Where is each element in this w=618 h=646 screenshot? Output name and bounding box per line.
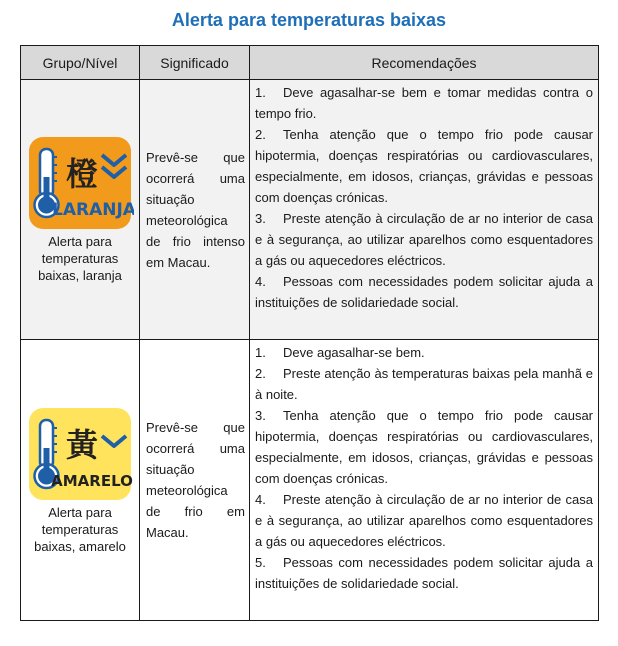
table-row-amarelo [21, 340, 599, 621]
item-number: 4. [255, 492, 266, 507]
item-text: Preste atenção à circulação de ar no interior de casa e à segurança, ao utilizar aparelhos como esquentadores a gás ou aquecedores eléctricos. [255, 211, 593, 268]
item-text: Tenha atenção que o tempo frio pode causar hipotermia, doenças respiratórias ou cardiovasculares, especialmente, em idosos, crianças, grávidas e pessoas com doenças crónicas. [255, 408, 593, 486]
grupo-cell [21, 80, 140, 340]
item-text: Preste atenção à circulação de ar no interior de casa e à segurança, ao utilizar aparelhos como esquentadores a gás ou aquecedores eléctricos. [255, 492, 593, 549]
recomendacoes-cell [250, 340, 599, 621]
item-number: 2. [255, 127, 266, 142]
list-item [255, 363, 593, 405]
thermometer-yellow-icon [26, 406, 134, 502]
significado-cell: Prevê-se que ocorrerá uma situação meteorológica de frio em Macau. [140, 340, 250, 621]
list-item [255, 82, 593, 124]
icon-char: 黃 [65, 425, 99, 464]
list-item [255, 489, 593, 552]
table-header-row [21, 46, 599, 80]
item-text: Pessoas com necessidades podem solicitar ajuda a instituições de solidariedade social. [255, 555, 593, 591]
grupo-cell [21, 340, 140, 621]
item-number: 3. [255, 408, 266, 423]
item-text: Deve agasalhar-se bem e tomar medidas contra o tempo frio. [255, 85, 593, 121]
recommendation-list [255, 82, 593, 313]
header-significado: Significado [140, 46, 250, 80]
alert-table [20, 45, 599, 621]
list-item [255, 552, 593, 594]
icon-label: LARANJA [52, 200, 134, 220]
item-text: Preste atenção às temperaturas baixas pela manhã e à noite. [255, 366, 593, 402]
table-row-laranja [21, 80, 599, 340]
significado-cell: Prevê-se que ocorrerá uma situação meteorológica de frio intenso em Macau. [140, 80, 250, 340]
item-text: Pessoas com necessidades podem solicitar ajuda a instituições de solidariedade social. [255, 274, 593, 310]
item-text: Deve agasalhar-se bem. [283, 345, 425, 360]
grupo-label: Alerta para temperaturas baixas, laranja [38, 234, 122, 283]
list-item [255, 405, 593, 489]
list-item [255, 124, 593, 208]
header-grupo: Grupo/Nível [21, 46, 140, 80]
icon-label: AMARELO [51, 471, 133, 490]
item-number: 3. [255, 211, 266, 226]
header-recomendacoes: Recomendações [250, 46, 599, 80]
item-number: 4. [255, 274, 266, 289]
item-number: 1. [255, 85, 266, 100]
icon-wrap [26, 406, 134, 502]
item-text: Tenha atenção que o tempo frio pode causar hipotermia, doenças respiratórias ou cardiovasculares, especialmente, em idosos, crianças, grávidas e pessoas com doenças crónicas. [255, 127, 593, 205]
icon-char: 橙 [65, 155, 99, 193]
thermometer-orange-icon [26, 135, 134, 231]
grupo-label: Alerta para temperaturas baixas, amarelo [34, 504, 126, 554]
list-item [255, 342, 593, 363]
page-title: Alerta para temperaturas baixas [171, 10, 447, 30]
item-number: 5. [255, 555, 266, 570]
recomendacoes-cell [250, 80, 599, 340]
item-number: 2. [255, 366, 266, 381]
item-number: 1. [255, 345, 266, 360]
icon-wrap [26, 135, 134, 231]
recommendation-list [255, 342, 593, 594]
list-item [255, 208, 593, 271]
list-item [255, 271, 593, 313]
